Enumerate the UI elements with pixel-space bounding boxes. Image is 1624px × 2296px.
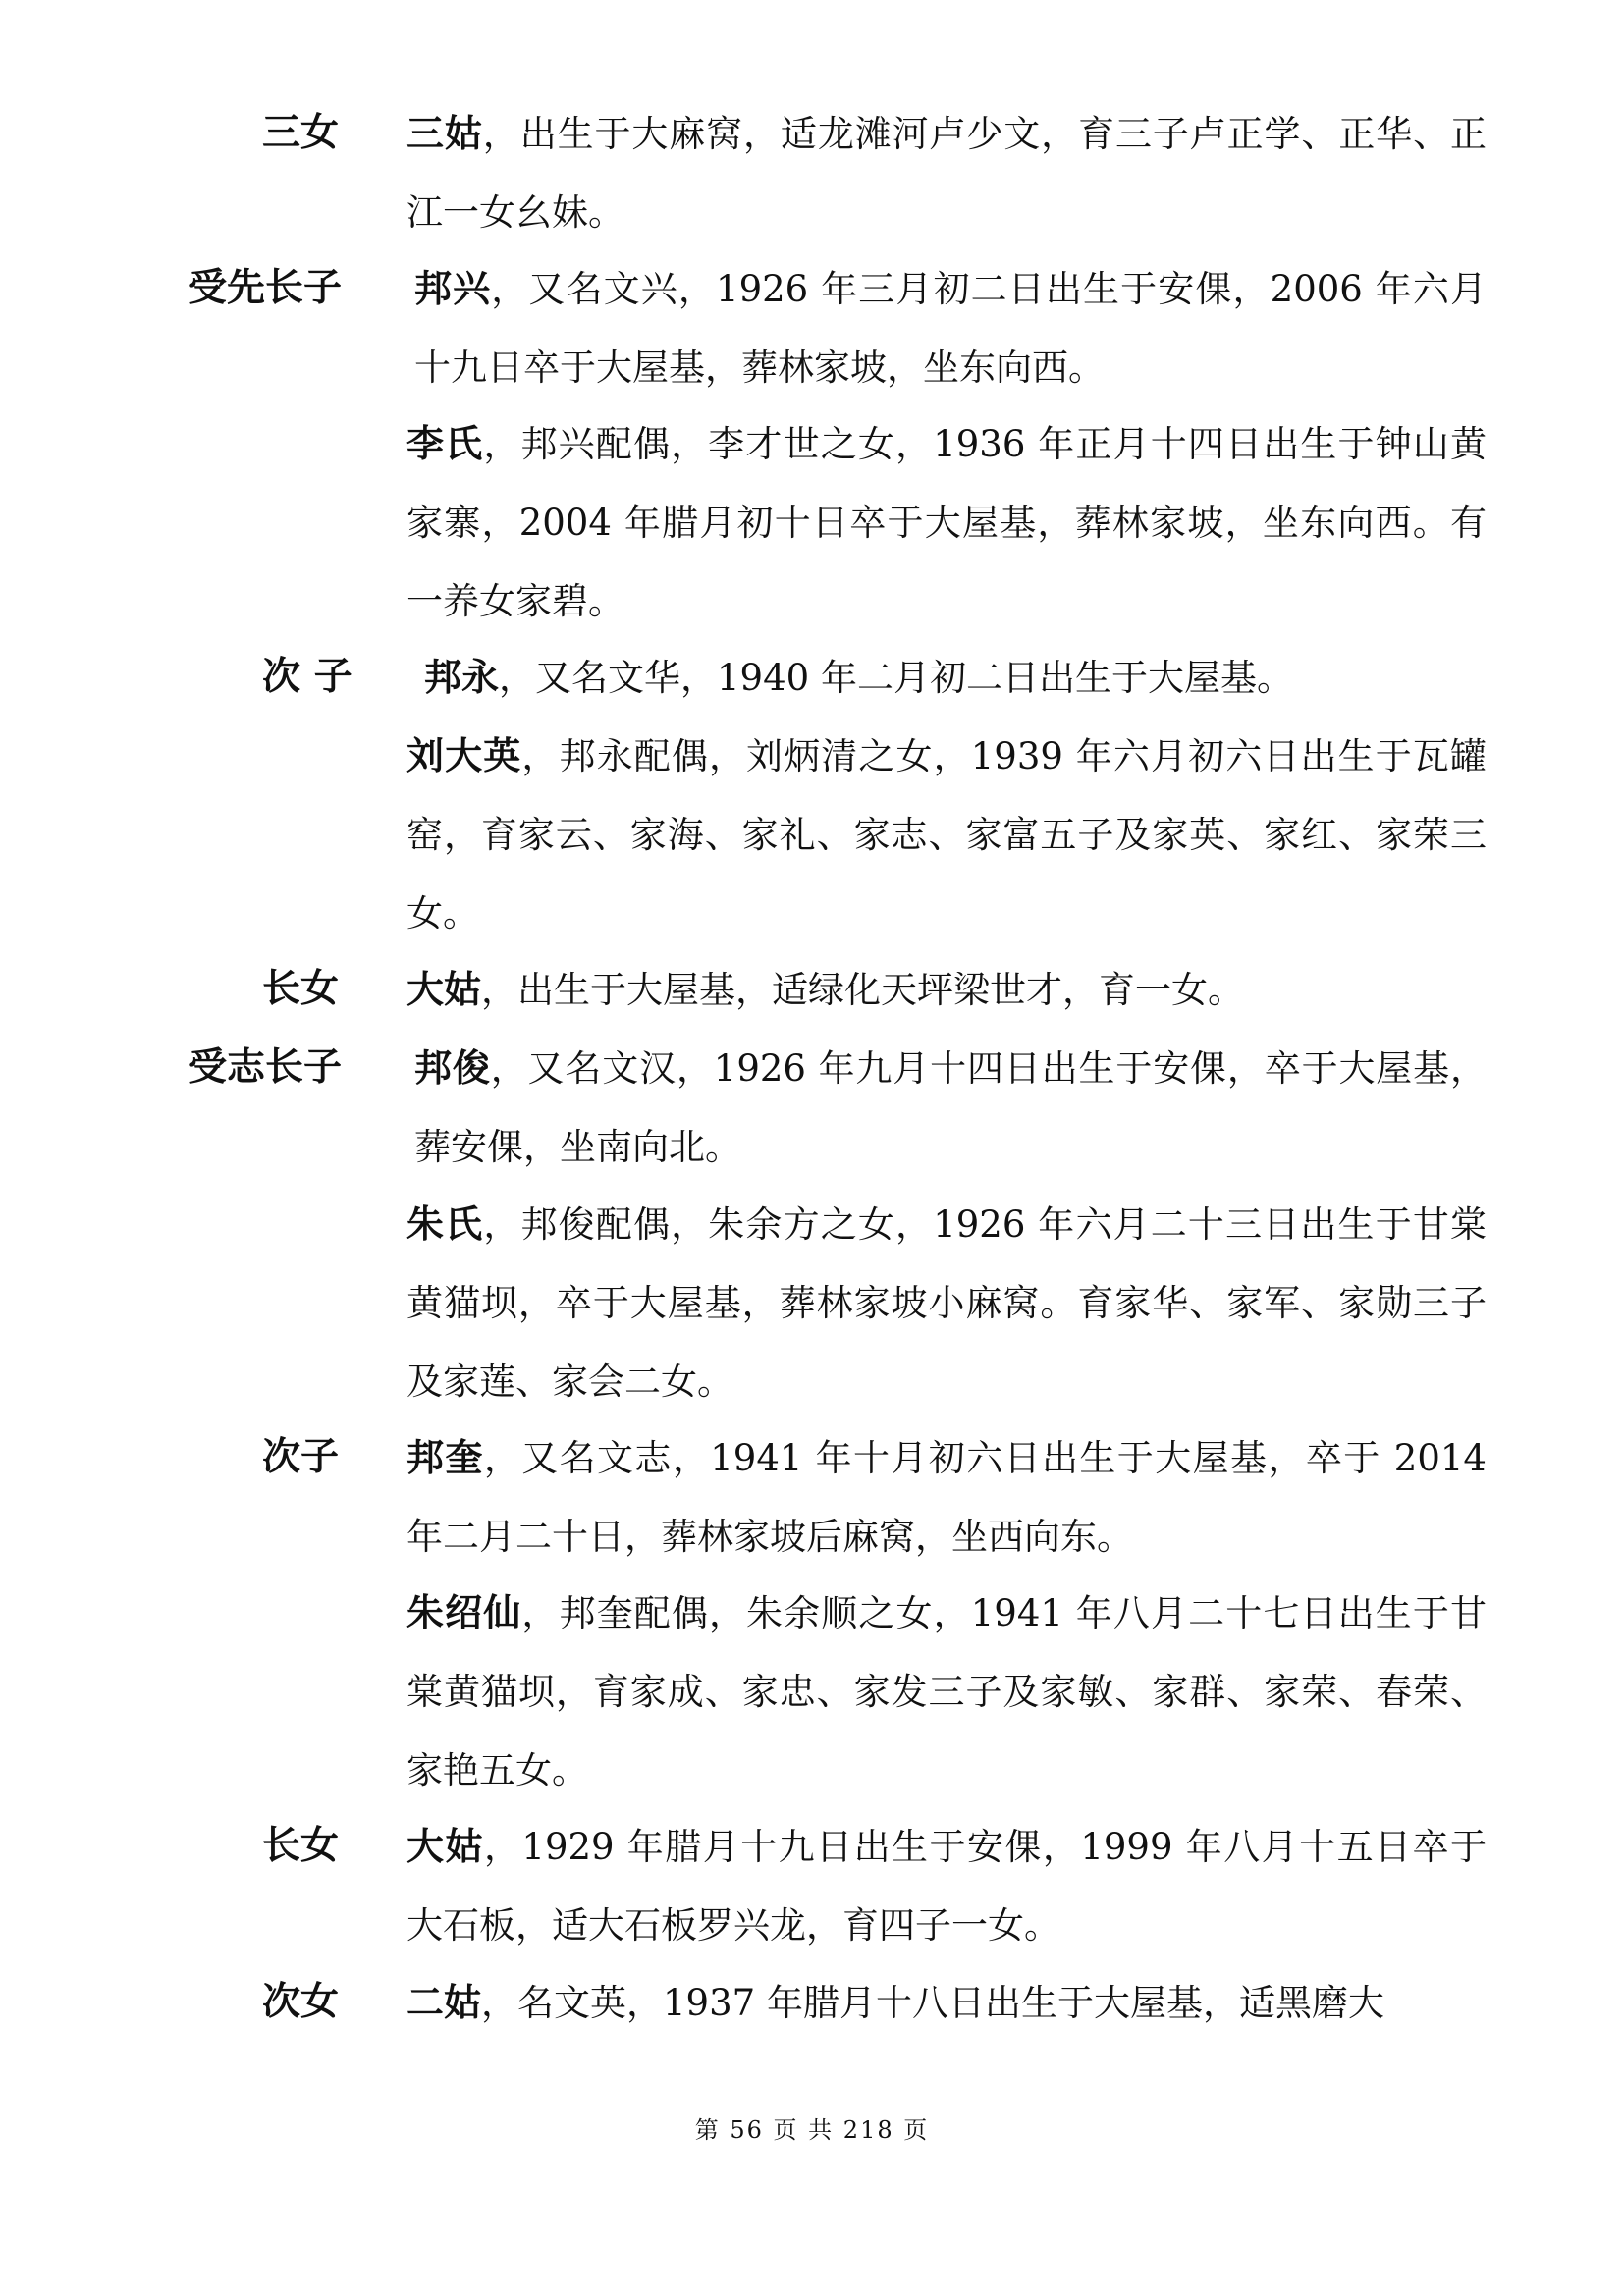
- person-name: 大姑: [406, 968, 482, 1011]
- entry-text: [406, 1418, 1487, 1576]
- entry-role: 次 子: [262, 655, 352, 699]
- entry-description: ，又名文汉，1926 年九月十四日出生于安倮，卒于大屋基，葬安倮，坐南向北。: [414, 1047, 1487, 1168]
- person-name: 刘大英: [406, 734, 522, 777]
- entry-text: [406, 1963, 1487, 2043]
- entry-text: [406, 1185, 1487, 1421]
- person-name: 邦永: [424, 656, 500, 699]
- person-name: 邦兴: [414, 267, 492, 310]
- entry-text: [406, 950, 1487, 1030]
- entry-role: 次女: [262, 1980, 340, 2024]
- entry-description: ，邦兴配偶，李才世之女，1936 年正月十四日出生于钟山黄家寨，2004 年腊月初十日卒于大屋基，葬林家坡，坐东向西。有一养女家碧。: [406, 423, 1487, 622]
- page-number-footer: 第 56 页 共 218 页: [694, 2116, 930, 2144]
- person-name: 朱绍仙: [406, 1591, 522, 1634]
- entry-role: 长女: [262, 967, 340, 1011]
- entry-role: 受先长子: [189, 266, 343, 310]
- person-name: 邦俊: [414, 1046, 491, 1090]
- entry-text: [406, 404, 1487, 641]
- entry-role: 长女: [262, 1824, 340, 1868]
- entry-text: [414, 249, 1487, 407]
- entry-role: 次子: [262, 1435, 340, 1479]
- person-name: 二姑: [406, 1981, 482, 2024]
- person-name: 朱氏: [406, 1202, 484, 1246]
- entry-description: ，1929 年腊月十九日出生于安倮，1999 年八月十五日卒于大石板，适大石板罗兴龙，育四子一女。: [406, 1826, 1487, 1947]
- person-name: 三姑: [406, 112, 483, 155]
- person-name: 李氏: [406, 422, 484, 465]
- entry-text: [424, 638, 1487, 718]
- entry-description: ，邦奎配偶，朱余顺之女，1941 年八月二十七日出生于甘棠黄猫坝，育家成、家忠、家发三子及家敏、家群、家荣、春荣、家艳五女。: [406, 1592, 1487, 1791]
- entry-description: ，出生于大麻窝，适龙滩河卢少文，育三子卢正学、正华、正江一女幺妹。: [406, 113, 1487, 234]
- entry-role: 三女: [262, 111, 340, 155]
- entry-description: ，名文英，1937 年腊月十八日出生于大屋基，适黑磨大: [481, 1982, 1384, 2024]
- entry-description: ，邦俊配偶，朱余方之女，1926 年六月二十三日出生于甘棠黄猫坝，卒于大屋基，葬林家坡小麻窝。育家华、家军、家勋三子及家莲、家会二女。: [406, 1203, 1487, 1403]
- entry-description: ，又名文志，1941 年十月初六日出生于大屋基，卒于 2014 年二月二十日，葬林家坡后麻窝，坐西向东。: [406, 1437, 1487, 1558]
- entry-description: ，邦永配偶，刘炳清之女，1939 年六月初六日出生于瓦罐窑，育家云、家海、家礼、家志、家富五子及家英、家红、家荣三女。: [406, 735, 1487, 934]
- entry-role: 受志长子: [189, 1045, 343, 1090]
- person-name: 大姑: [406, 1825, 484, 1868]
- entry-text: [406, 1574, 1487, 1810]
- entry-text: [406, 1807, 1487, 1965]
- entry-description: ，又名文兴，1926 年三月初二日出生于安倮，2006 年六月十九日卒于大屋基，葬林家坡，坐东向西。: [414, 268, 1487, 389]
- entry-text: [406, 717, 1487, 953]
- entry-text: [414, 1029, 1487, 1187]
- entry-text: [406, 94, 1487, 252]
- person-name: 邦奎: [406, 1436, 484, 1479]
- entry-description: ，又名文华，1940 年二月初二日出生于大屋基。: [499, 657, 1293, 699]
- entry-description: ，出生于大屋基，适绿化天坪梁世才，育一女。: [481, 969, 1245, 1011]
